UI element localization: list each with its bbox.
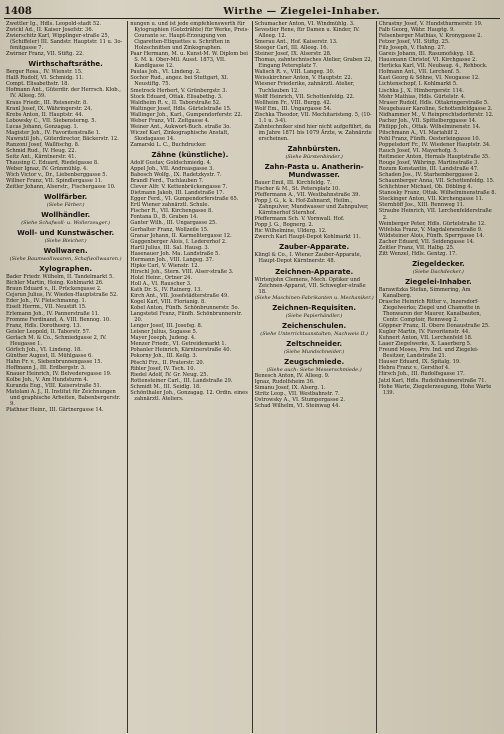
- directory-entry: Falb Georg, Währ. Hauptg. 9.: [378, 27, 455, 34]
- directory-entry: Laaer Ziegelwerke, X. Laaerberg 5.: [378, 341, 472, 348]
- directory-entry: Zahntechniker sind hier nicht aufgeführt, da im Jahre 1871 bis 1079 Ärzte, w. Zahnärzte erscheinen.: [254, 123, 372, 142]
- column-1: [4, 21, 128, 733]
- directory-entry: Clever Alfr. V. Kettenbrückengasse 7.: [130, 184, 228, 191]
- directory-entry: Ignaz, Rudolfsheim 36.: [254, 378, 315, 385]
- directory-entry: Rouge Josef, Währing. Martinstraße 3.: [378, 160, 480, 167]
- directory-entry: Kolbe Joh., V. Am Hundsturm 4.: [6, 377, 89, 384]
- directory-entry: Mayer Joseph, Judeng. 4.: [130, 335, 196, 342]
- directory-entry: Gareis Johann, III. Rasumofskyg. 18.: [378, 51, 475, 58]
- section-heading: Woll- und Kunstwäscher.: [17, 229, 115, 238]
- directory-entry: Dietmann Jakob, III. Landstraße 17.: [130, 190, 225, 197]
- directory-entry: Adolf Gustav, Goldschmiedg. 4.: [130, 159, 212, 166]
- directory-entry: Riedel Adolf, IV. Gr. Neug. 25.: [130, 371, 209, 378]
- directory-entry: Popp J. G., Bognerg. 2.: [254, 222, 314, 229]
- section-heading: Xylographen.: [39, 265, 92, 274]
- directory-entry: Hausmann Christof, VI. Kirchgasse 2.: [378, 57, 477, 64]
- directory-entry: Fischer & M., St. Petersplatz 10.: [254, 185, 340, 192]
- directory-entry: Hohe Warte, Ziegelerzeugung, Hohe Warte 139.: [378, 383, 492, 396]
- directory-entry: Holl A., VI. Rauscher 3.: [130, 280, 192, 287]
- directory-entry: Klingl & Co., I. Wiener Zauber-Apparate, Haupt-Depot Kärntnerstr. 48.: [254, 252, 362, 265]
- directory-entry: Thausing C. Eduard, Riedelgasse 8.: [6, 159, 99, 166]
- directory-entry: Weisskirchner Anton, V. Hauptstr. 22.: [254, 75, 353, 82]
- section-heading: Zahn-Pasta u. Anatherin-Mundwasser.: [264, 162, 364, 179]
- directory-entry: Gerlach M. & Co., Schmiedgasse 2, IV. Heugasse 1.: [6, 334, 107, 347]
- directory-entry: Zwirner Franz, VII. Stiftg. 22.: [6, 51, 84, 58]
- directory-entry: Hirsch Joh., III. Rudolfsgasse 17.: [378, 371, 465, 378]
- directory-entry: Leisner Julius, Sugasse 5.: [130, 329, 198, 336]
- directory-entry: Pohl Franz, Fünfh. Oesterleingasse 10.: [378, 135, 481, 142]
- directory-entry: Franz, Hdls. Dorotheerg. 13.: [6, 322, 82, 329]
- directory-entry: Sevestier Rene, für Damen u. Kinder, IV. Alleeg. 12.: [254, 27, 360, 40]
- directory-entry: Wolff Heinrich, VII. Schottenfeldg. 22.: [254, 93, 355, 100]
- column-3: [253, 21, 377, 733]
- directory-entry: Bader Friedr. Wilhelm, II. Tandelmarkt 5.: [6, 274, 114, 281]
- section-heading: Wollhändler.: [41, 211, 91, 220]
- directory-entry: Kranl Josef, IX. Währingerstr. 24.: [6, 105, 93, 112]
- directory-entry: Thomas, zahntechnisches Atelier, Graben 22, Eingang Petersplatz 7.: [254, 57, 373, 70]
- cross-reference-note: (Siehe Schafwoll- u. Wollerzeuger.): [21, 220, 111, 227]
- directory-entry: Fetzer Josef, VII. Stiftg. 25.: [378, 39, 450, 46]
- directory-entry: Kath Dr. S., IV. Rainerg. 13.: [130, 286, 203, 293]
- directory-entry: Hahn Fr. v., Siebenbrunnengasse 15.: [6, 358, 103, 365]
- directory-entry: Hermann Joh., VIII. Langeg. 37.: [130, 256, 214, 263]
- directory-entry: Zitt Wenzel, Hdls. Gentzg. 17.: [378, 250, 457, 257]
- directory-entry: Schumacher Anton, VI. Windmühlg. 3.: [254, 21, 355, 27]
- directory-entry: Knauer Heinrich, IV. Belvederegasse 19.: [6, 370, 112, 377]
- directory-entry: Appel Joh., VII. Andreasgasse 3.: [130, 166, 215, 173]
- directory-entry: Sternhöff Jos., XIII. Rennweg 11.: [378, 202, 465, 209]
- directory-entry: Jatzl Karl, Hdls. Rudolfsheimerstraße 71.: [378, 377, 487, 384]
- directory-entry: Weber Franz, VII. Zeltgasse 4.: [130, 117, 210, 124]
- directory-entry: Ribler Josef, IV. Tsch. 10.: [130, 365, 196, 372]
- section-heading: Zeichnen-Apparate.: [275, 267, 354, 276]
- directory-entry: Waltinger Josef, Hdls. Gürtelstraße 15.: [130, 105, 232, 112]
- directory-entry: Schaden Jos., IV. Starhemberggasse 2.: [378, 172, 480, 179]
- directory-entry: Guggenberger Alois, I. Ledererhof 2.: [130, 238, 227, 245]
- directory-entry: Wich Victor v., Dr., Liebenberggasse 5.: [6, 172, 108, 179]
- directory-entry: Pohanler Heinrich, Kärntnerstraße 40.: [130, 347, 232, 354]
- directory-entry: Brandl Ferd., Tuchlauben 7.: [130, 178, 204, 185]
- directory-entry: Straube Heinrich, VII. Lerchenfelderstraße 2.: [378, 208, 492, 221]
- directory-entry: Mohr Mathias, Hdls. Gürtelstr. 4.: [378, 93, 466, 100]
- directory-entry: Zeitler Johann, Alserstr., Fischergasse 10.: [6, 184, 116, 191]
- directory-entry: Wiesner Friederike, zahnärztl. Atelier, Tuchlauben 12.: [254, 81, 355, 94]
- directory-entry: Ostrowsky A., VI. Stumpergasse 2.: [254, 396, 346, 403]
- directory-entry: Herlicka Karl, VII. Neubaug. 4., Rehbock.: [378, 63, 488, 70]
- directory-entry: Kuranda Eug., VIII. Kaiserstraße 51.: [6, 383, 102, 390]
- directory-entry: Nidhammer M., V. Reinprechtsdorferstr. 12.: [378, 111, 494, 118]
- directory-entry: Ganter Wilh., III. Ungargasse 25.: [130, 220, 217, 227]
- cross-reference-note: (Siehe Bürstenbinder.): [285, 153, 343, 160]
- directory-entry: Walisch R. v., VIII. Langeg. 30.: [254, 69, 335, 76]
- section-heading: Zeichnen-Requisiten.: [272, 303, 357, 312]
- cross-reference-note: (Siehe Dachdecker.): [412, 268, 464, 275]
- directory-entry: Braun Eduard v., II. Prückengasse 2.: [6, 286, 102, 293]
- directory-entry: Wolf Em., III. Ungargasse 54.: [254, 105, 332, 112]
- section-heading: Wirthschaftsräthe.: [28, 60, 103, 69]
- directory-entry: Smerau Ant., Hof. Kaiserstr. 13.: [254, 39, 338, 46]
- directory-entry: Kuhnert Anton, VII. Lerchenfeld 18.: [378, 335, 473, 342]
- directory-entry: Magister Joh., IV. Favoritenstraße 1.: [6, 129, 101, 136]
- directory-entry: Kogel Karl, VIII. Florianig. 8.: [130, 299, 206, 306]
- directory-entry: Felsenberger Mathias, V. Kronygasse 2.: [378, 33, 483, 40]
- directory-entry: Geisler Leopold, II. Taborstr. 57.: [6, 328, 91, 335]
- directory-entry: Fontana D., B. Graben 14.: [130, 214, 199, 221]
- page-header: [4, 4, 500, 19]
- cross-reference-note: (Siehe Baumwollwaaren, Schafwollwaaren.): [9, 256, 122, 263]
- directory-entry: Neugebauer Karoline, Schottenfeldgasse 2.: [378, 105, 493, 112]
- directory-entry: Sochor Rud., angez. bei Stuttgart, XI. Neustiftg. 75.: [130, 75, 229, 88]
- directory-entry: Cejsrun Julius, IV. Wieden-Hauptstraße 52.: [6, 292, 118, 299]
- directory-entry: Paulas Joh., VI. Lindeng. 2.: [130, 69, 201, 76]
- directory-entry: Paar Hermann, M. u. Kunst-M. W. Diplom bei S. M. k. Ober-Mil. Ausst. 1873, VII. Kandlgasse 12.: [130, 51, 248, 70]
- directory-entry: Steckinger Anton, VII. Kirchengasse 11.: [378, 196, 484, 203]
- directory-entry: Smetrock Herbert, V. Grünbergstr. 3.: [130, 87, 228, 94]
- section-heading: Zeugschmiede.: [284, 357, 345, 366]
- section-heading: Ziegeldecker.: [412, 259, 465, 268]
- section-heading: Zauber-Apparate.: [279, 243, 350, 252]
- cross-reference-note: (Siehe Maschinen-Fabrikanten u. Mechaniker.): [254, 294, 374, 301]
- directory-entry: Hauser Eduard, IX. Spitalg. 19.: [378, 359, 461, 366]
- directory-entry: Benesch Anton, IV. Alleeg. 9.: [254, 372, 330, 379]
- directory-entry: Nawratil Joh., Güterdirector, Bäckerstr. 12.: [6, 135, 119, 142]
- directory-entry: Schaumberger Anna, VII. Schottenfeldg. 15.: [378, 178, 495, 185]
- section-heading: Zahnbürsten.: [287, 144, 341, 153]
- directory-entry: Rottensteiner Carl., III. Landstraße 29.: [130, 377, 233, 384]
- directory-entry: Eder Joh., IV. Fleischmanng. 1.: [6, 298, 87, 305]
- directory-entry: Babosch Wolfg., IX. Radetzkystr. 7.: [130, 172, 222, 179]
- directory-entry: Bichler Martin, Hoing. Kohlmarkt 26.: [6, 280, 104, 287]
- directory-entry: Granar Johann, II. Karmelitergasse 12.: [130, 232, 232, 239]
- page-number: 1408: [4, 5, 32, 17]
- directory-entry: Ric Wilhelmine, Ulderg. 12.: [254, 228, 327, 235]
- directory-entry: Chrastny Josef, V. Hundsthurmerstr. 19.: [378, 21, 483, 27]
- directory-entry: Reitmeier Anton, Hernals Hauptstraße 35.: [378, 154, 490, 161]
- directory-entry: Compt. Elisabethstr. 18.: [6, 81, 70, 88]
- directory-entry: Halß Rudolf, VI. Schmidg. 11.: [6, 75, 84, 82]
- directory-entry: Pfeffermann Sch. V. Vornwall. Hof.: [254, 216, 345, 223]
- directory-entry: Fischer R., VII. Kirchengasse 8.: [130, 208, 213, 215]
- directory-entry: Fromme Ferdinand, A. VIII. Bennog. 10.: [6, 316, 111, 323]
- directory-entry: Simanu Josef, IX. Alserg. 1.: [254, 384, 326, 391]
- directory-entry: Hofmann Ant., Güterdir. der Herrsch. Klob., IV. Alleeg. 59.: [6, 87, 121, 100]
- directory-entry: Eiselt Herrm., VII. Neustift 15.: [6, 304, 87, 311]
- directory-entry: Pfeffermann A., VII. Westbahnstraße 39.: [254, 192, 361, 199]
- directory-entry: Menzer Friedr., VI. Getreidemarkt 1.: [130, 341, 227, 348]
- directory-entry: Schmid Rud., IV. Heug. 22.: [6, 147, 77, 154]
- directory-entry: Zwierschitz Karl, Wipplinger-straße 25, (Schiffeler) III. Sandstr. Hauptstr. 11 u. 3o-fenitgasse 7.: [6, 33, 123, 52]
- directory-entry: Weber Ignaz, IV. Grünmühlg. 4.: [6, 166, 88, 173]
- section-heading: Zeltschneider.: [286, 339, 343, 348]
- section-heading: Wollfärber.: [44, 193, 88, 202]
- directory-entry: Wifelska Franz, V. Magdalenenstraße 9.: [378, 226, 483, 233]
- directory-entry: Schmidt M., III. Seidlg. 18.: [130, 383, 201, 390]
- directory-entry: Stanosky Franz, Ottak. Wilhelminenstraße 8.: [378, 190, 497, 197]
- directory-entry: Erlemann Joh., IV. Pannerstraße 11.: [6, 310, 100, 317]
- directory-entry: Zwettler Ig., Hdls. Leopold-stadt 52.: [6, 21, 102, 27]
- directory-entry: Stritz Leop., VII. Westbahnstr. 7.: [254, 390, 340, 397]
- directory-entry: Kobel Anton, Fünfh. Schönbrunnerstr. 5o.: [130, 305, 240, 312]
- directory-entry: Wallinger Joh., Karl., Gumpendorferstr. 22.: [130, 111, 243, 118]
- directory-entry: Wollheim Fr., VIII. Burgg. 42.: [254, 99, 332, 106]
- directory-entry: Zwickl Ad., II. Kaiser Josefstr. 36.: [6, 27, 94, 34]
- cross-reference-note: (Siehe auch: Siehe Messerschmiede.): [266, 366, 362, 373]
- directory-entry: Wirtenjohn Clemens, Mech. Optiker und Zeichnen-Apparat, VII. Schwegler-straße 18.: [254, 276, 366, 295]
- directory-entry: Plathner Heinr., III. Gärtnergasse 14.: [6, 407, 104, 414]
- directory-entry: Waldheim R. v., II. Taborstraße 52.: [130, 99, 221, 106]
- directory-entry: Drasche Heinrich Ritter v., Inzersdorf-Ziegelwerke; Ziegel und Chamotte in Thonwaren der Maurer, Kanalbauten, Centr. Comptoir, Rennweg 2.: [378, 298, 482, 324]
- directory-entry: Rauch Josef, VI. Mayerhofg. 5.: [378, 147, 459, 154]
- directory-entry: Zamarski L. C., Buchdrucker.: [130, 141, 207, 148]
- directory-entry: Filz Joseph, V. Hahng. 27.: [378, 45, 446, 52]
- directory-entry: Schad Wilhelm, VI. Steinwag 44.: [254, 402, 340, 409]
- section-heading: Zeichenschulen.: [282, 321, 347, 330]
- directory-entry: Weinberger Peter, Hdls. Gürtelstraße 12.: [378, 220, 486, 227]
- directory-entry: Hirschl Joh., Stern. VIII. Alser-straße 3.: [130, 268, 234, 275]
- directory-entry: Kirch Ant., VII. Josefstädterstraße 49.: [130, 293, 229, 300]
- directory-entry: Steeger Carl, III. Alleeg. 16.: [254, 45, 329, 52]
- directory-entry: Günther August, II. Mühlgasse 6.: [6, 352, 93, 359]
- directory-entry: Freund Moses, Priv. Ind. und Ziegelei-Besitzer, Landstraße 21.: [378, 347, 479, 360]
- directory-entry: Poppelsdorf Fr., IV. Wiedener Hauptstr. 34.: [378, 141, 491, 148]
- directory-entry: Ranzoni Josef, Wallfischg. 8.: [6, 141, 80, 148]
- directory-entry: Lischka J., X. Himbergerstr. 114.: [378, 87, 464, 94]
- directory-entry: Kast Georg & Söhne, VI. Neugasse 12.: [378, 75, 480, 82]
- directory-entry: Langstetel Franz, Fünfh. Schönbrunnerstr. 20.: [130, 311, 243, 324]
- directory-entry: Zischka Theodor, VII. Mechitaristeng. 5, (10-1.1 u. 3-4).: [254, 111, 372, 124]
- directory-entry: Mraser Rudolf, Hdls. Ottakringerstraße 5.: [378, 99, 489, 106]
- cross-reference-note: (Siehe Unterrichtsanstalten, Nachweis II.): [260, 330, 368, 337]
- directory-entry: Zeitler Franz, VII. Halbg. 25.: [378, 244, 455, 251]
- section-heading: Ziegelei-Inhaber.: [405, 277, 472, 286]
- directory-entry: Steiner Josef, IX. Alserstr. 28.: [254, 51, 332, 58]
- directory-entry: Weiner Ant., Aukwort-Buch. straße 3o.: [130, 123, 231, 130]
- directory-entry: Lobowsky C., VII. Siebensterng. 5.: [6, 117, 97, 124]
- cross-reference-note: (Siehe Bleicher.): [44, 238, 87, 245]
- directory-entry: Kugler Martin, IV. Favoritenstr. 44.: [378, 329, 470, 336]
- cross-reference-note: (Siehe Papierhändler.): [285, 312, 343, 319]
- directory-entry: Egger Ferd., VI. Gumpendorferstraße 65.: [130, 196, 239, 203]
- directory-entry: Ertl Wiener zahnärztl. Schule.: [130, 202, 210, 209]
- directory-entry: Berger Rosa., IV. Wienstr. 15.: [6, 69, 83, 76]
- directory-entry: Schönthaler Joh., Gonzagag. 12. Ordin. eines zahnärztl. Ateliers.: [130, 389, 248, 402]
- column-2: [128, 21, 252, 733]
- directory-entry: Pöschl Frz., II. Praterstr. 20.: [130, 359, 205, 366]
- directory-entry: Göppner Franz, II. Obere Donaustraße 25.: [378, 323, 490, 330]
- directory-entry: Hoffmann J., III. Erdbergstr. 3.: [6, 364, 86, 371]
- directory-entry: Holzl Heinr., Ortner 24.: [130, 274, 193, 281]
- directory-entry: Bauer Emil, III. Kirchfeldg. 7.: [254, 179, 332, 186]
- directory-entry: Pacher Joh., VII. Spittelberggasse 14.: [378, 117, 477, 124]
- directory-entry: Gerhalter Franz, Wollzeile 15.: [130, 226, 209, 233]
- section-heading: Zähne (künstliche).: [151, 150, 229, 159]
- directory-entry: Hipke Carl, V. Wienstr. 12.: [130, 262, 200, 269]
- directory-entry: Zwerch Karl Haupt-Depot Kohlmarkt 11.: [254, 234, 361, 241]
- directory-entry: Hasenauer Joh. Ma. Landstraße 5.: [130, 250, 220, 257]
- directory-entry: Krebs Anton, II. Hauptstr. 44.: [6, 111, 84, 118]
- directory-entry: Seitz Ant., Kärntnerstr. 41.: [6, 153, 77, 160]
- directory-entry: Lenger Josef, III. Josefsg. 8.: [130, 323, 203, 330]
- directory-entry: Barawitzka Stefan, Simmering, Am Kanalberg.: [378, 286, 471, 299]
- directory-entry: Hofmann Ant., VII. Lerchenf. 5.: [378, 69, 461, 76]
- column-container: [4, 21, 500, 733]
- running-title: Wirthe — Ziegelei-Inhaber.: [223, 5, 380, 17]
- directory-entry: Wiczef Karl, Zinkographische Anstalt, Skodagasse 14.: [130, 129, 229, 142]
- directory-entry: nungen u. und ist jede empfehlenswerth für Kylographien (Golzdrähte) für Werke, Preis-Courante sc. Haupt-Erzeugung von Cigaretten-Etiquettes u. Schriften in Holzschnitten und Zinkographen.: [130, 21, 249, 52]
- directory-entry: Görlich Joh., VI. Lindeng. 18.: [6, 346, 82, 353]
- directory-entry: Lichtenschopf, I. Kohlmarkt 5.: [378, 81, 458, 88]
- directory-entry: Stock Eduard, Ottak. Elisabethg. 3.: [130, 93, 223, 100]
- directory-entry: Pitschmann A., VI. Mariahilf 2.: [378, 129, 460, 136]
- directory-entry: Lucas Johann, Gonzagag. 1.: [6, 123, 79, 130]
- section-heading: Wollwaren.: [43, 247, 88, 256]
- directory-entry: Pokorny Joh., III. Keilg. 3.: [130, 353, 198, 360]
- cross-reference-note: (Siehe Färber.): [46, 202, 85, 209]
- directory-entry: Willner Franz, VII. Spindlergasse 11.: [6, 178, 103, 185]
- directory-entry: Philipp Joh., Ottak. Wilhelminenstr. 14.: [378, 123, 481, 130]
- directory-entry: Wildsteiner Alois, Fünfh. Sperrgasse 14.: [378, 232, 485, 239]
- directory-entry: Hartl Julius, III. Sal. Hausg. 3.: [130, 244, 210, 251]
- directory-entry: Matolani A. J., II. Institut für Zeichnungen und graphische Arbeiten, Babenbergerstr. 9.: [6, 389, 121, 408]
- directory-entry: Kraus Friedr., III. Reisnerstr. 8.: [6, 99, 88, 106]
- directory-entry: Zacher Eduard, VII. Seidengasse 14.: [378, 238, 475, 245]
- directory-entry: Rozum Konstantin, III. Landstraße 47.: [378, 166, 479, 173]
- directory-entry: Popp J. G., k. k. Hof-Zahnarzt, Heilm., Zahnpulver, Mundwasser und Zahnpulver, Kärntnerhof Sternhof.: [254, 198, 369, 217]
- cross-reference-note: (Siehe Mundschneider.): [283, 348, 345, 355]
- column-4: [377, 21, 500, 733]
- directory-entry: Schlichtner Michael, Ob. Döbling 4.: [378, 184, 473, 191]
- directory-entry: Hebra Franz v., Gersthof 4.: [378, 365, 450, 372]
